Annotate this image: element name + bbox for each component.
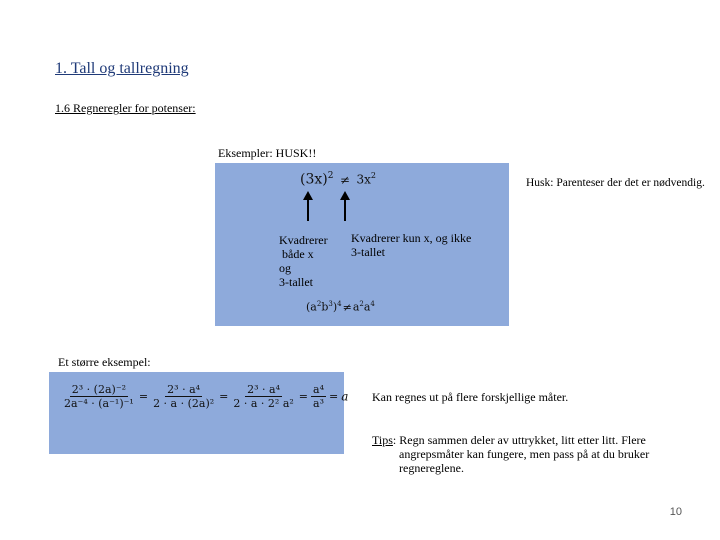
section-subtitle: 1.6 Regneregler for potenser:	[55, 101, 196, 115]
formula-bottom-lhs-a: (a	[306, 300, 317, 314]
tips-line: : Regn sammen deler av uttrykket, litt etter litt. Flere	[392, 433, 646, 447]
methods-note: Kan regnes ut på flere forskjellige måter.	[372, 390, 569, 404]
equals-sign: =	[138, 390, 149, 403]
note-left-line: 3-tallet	[279, 275, 313, 289]
arrow-right-line	[344, 199, 346, 221]
result: a	[341, 389, 349, 404]
tips-line: angrepsmåter kan fungere, men pass på at du bruker	[399, 447, 650, 461]
formula-bottom-rhs-b: a	[363, 300, 371, 314]
note-right-line: Kvadrerer kun x, og ikke	[351, 231, 472, 245]
page-title: 1. Tall og tallregning	[55, 60, 189, 77]
formula-top	[300, 171, 376, 188]
examples-label: Eksempler: HUSK!!	[218, 146, 317, 160]
fraction-numerator: 2³ · (2a)⁻²	[71, 383, 127, 396]
formula-bottom	[306, 300, 375, 314]
fraction-denominator: a³	[313, 397, 324, 410]
equals-sign: =	[219, 390, 229, 403]
tips-block	[372, 433, 649, 475]
note-left-line: og	[279, 261, 291, 275]
note-left-line: både x	[282, 247, 314, 261]
fraction-denominator: 2 · a · 2² a²	[233, 397, 294, 410]
fraction	[62, 383, 136, 410]
fraction-numerator: 2³ · a⁴	[167, 383, 201, 396]
formula-bottom-lhs-outer-exp: 4	[337, 300, 342, 308]
tips-line: regnereglene.	[399, 461, 464, 475]
fraction-numerator: a⁴	[313, 383, 324, 396]
bigger-example-formula	[62, 383, 348, 410]
fraction	[311, 383, 326, 410]
arrow-left-head-icon	[303, 191, 313, 200]
formula-bottom-rhs-b-exp: 4	[370, 300, 375, 308]
equals-sign: =	[298, 390, 309, 403]
note-left	[279, 233, 328, 289]
arrow-right-head-icon	[340, 191, 350, 200]
note-left-line: Kvadrerer	[279, 233, 328, 247]
formula-bottom-rhs-a: a	[352, 300, 360, 314]
fraction	[151, 383, 216, 410]
equals-sign: =	[328, 390, 339, 403]
note-right-line: 3-tallet	[351, 245, 385, 259]
formula-bottom-lhs-a-exp: 2	[316, 300, 322, 308]
formula-bottom-lhs-close: )	[332, 300, 338, 314]
fraction	[231, 383, 295, 410]
note-right	[351, 231, 471, 259]
fraction-numerator: 2³ · a⁴	[247, 383, 281, 396]
formula-top-lhs: (3x)	[300, 171, 328, 188]
tips-label: Tips	[372, 433, 393, 447]
formula-bottom-lhs-b: b	[321, 300, 329, 314]
fraction-denominator: 2 · a · (2a)²	[153, 397, 215, 410]
arrow-left-line	[307, 199, 309, 221]
formula-bottom-lhs-b-exp: 3	[328, 300, 333, 308]
formula-bottom-neq: ≠	[342, 300, 352, 314]
bigger-example-label: Et større eksempel:	[58, 355, 151, 369]
page-number: 10	[669, 506, 682, 518]
formula-top-neq: ≠	[339, 172, 350, 187]
fraction-denominator: 2a⁻⁴ · (a⁻¹)⁻¹	[64, 397, 134, 410]
formula-top-lhs-exp: 2	[327, 171, 334, 181]
formula-top-rhs: 3x	[356, 172, 371, 187]
parentheses-hint: Husk: Parenteser der det er nødvendig.	[526, 177, 705, 189]
formula-top-rhs-exp: 2	[370, 171, 376, 180]
formula-bottom-rhs-a-exp: 2	[359, 300, 364, 308]
